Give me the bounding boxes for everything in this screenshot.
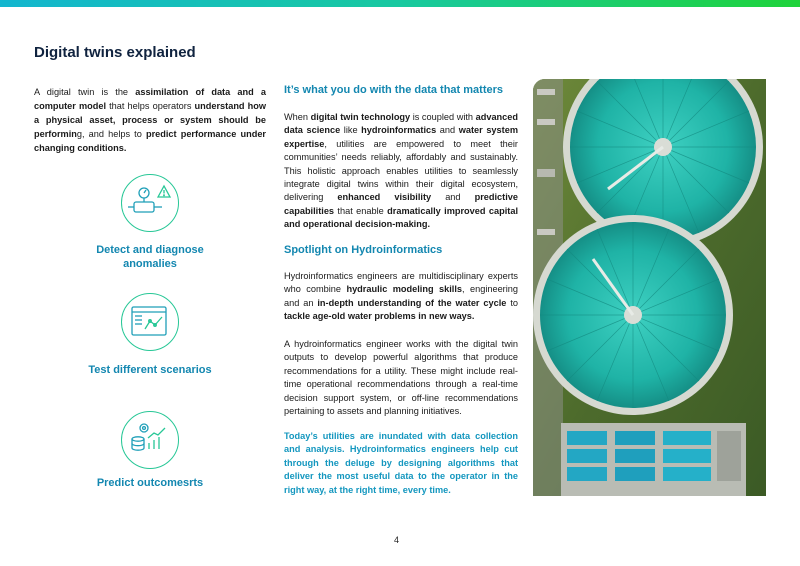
body-text: , engineering and an bbox=[284, 284, 519, 308]
intro-bold: predict performance under changing conditions. bbox=[34, 129, 267, 153]
page-number: 4 bbox=[394, 535, 400, 545]
page-title: Digital twins explained bbox=[34, 44, 196, 61]
body-text: is coupled with bbox=[410, 112, 476, 122]
body-text: Hydroinformatics engineers are multidisciplinary experts who combine bbox=[284, 271, 518, 295]
section2-paragraph-2: A hydroinformatics engineer works with the digital twin outputs to develop powerful algorithms that produce recommendations for a utility. These might include real-time operational recommendations through a real-time decision support system, or off-line recommendations pertaining to assets and planning initiatives. bbox=[284, 339, 518, 417]
callout-paragraph: Today’s utilities are inundated with data collection and analysis. Hydroinformatics engineers help cut through the deluge by designing algorithms that deliver the most useful data to the operator in the right way, at the right time, every time. bbox=[284, 431, 518, 495]
section2-paragraph-1 bbox=[284, 270, 518, 324]
icon-label-detect: Detect and diagnose anomalies bbox=[96, 244, 204, 270]
intro-text: g, and helps to bbox=[76, 129, 146, 139]
water-treatment-aerial-photo bbox=[533, 79, 766, 496]
body-bold: enhanced visibility bbox=[337, 192, 432, 203]
intro-paragraph bbox=[34, 85, 266, 155]
section1-paragraph bbox=[284, 111, 518, 232]
body-bold: dramatically improved capital and operational decision-making. bbox=[284, 205, 519, 230]
body-bold: digital twin technology bbox=[310, 112, 411, 122]
intro-bold: understand how a physical asset, process or system should be performin bbox=[34, 101, 267, 139]
body-text: , utilities are empowered to meet their communities’ needs reliably, affordably and sustainably. This holistic approach enables utilities to seamlessly integrate digital twins within their digital ecosystem, delivering bbox=[284, 138, 518, 203]
icon-label-predict: Predict outcomesrts bbox=[96, 477, 204, 489]
body-text: like bbox=[340, 125, 362, 136]
intro-bold: assimilation of data and a computer model bbox=[34, 87, 266, 111]
body-text: and bbox=[431, 192, 475, 203]
database-gear-chart-icon bbox=[121, 411, 179, 469]
intro-text: that helps operators bbox=[106, 101, 195, 111]
body-bold: advanced data science bbox=[284, 112, 518, 136]
body-bold: in-depth understanding of the water cycle bbox=[317, 297, 507, 308]
body-text: When bbox=[284, 112, 311, 122]
icon-label-test: Test different scenarios bbox=[88, 364, 212, 376]
body-bold: hydraulic modeling skills bbox=[346, 284, 462, 295]
body-bold: water system expertise bbox=[284, 125, 518, 149]
body-text: to bbox=[506, 297, 518, 308]
section-heading-hydroinformatics: Spotlight on Hydroinformatics bbox=[284, 244, 443, 256]
top-gradient-bar bbox=[0, 0, 800, 7]
body-bold: tackle age-old water problems in new ways. bbox=[284, 311, 475, 322]
dashboard-chart-icon bbox=[121, 293, 179, 351]
body-text: and bbox=[436, 125, 459, 136]
body-text: that enable bbox=[334, 205, 388, 216]
body-bold: predictive capabilities bbox=[284, 192, 518, 216]
body-bold: hydroinformatics bbox=[361, 125, 437, 136]
section-heading-data: It’s what you do with the data that matters bbox=[284, 84, 504, 96]
gauge-warning-icon bbox=[121, 174, 179, 232]
intro-text: A digital twin is the bbox=[34, 87, 136, 97]
